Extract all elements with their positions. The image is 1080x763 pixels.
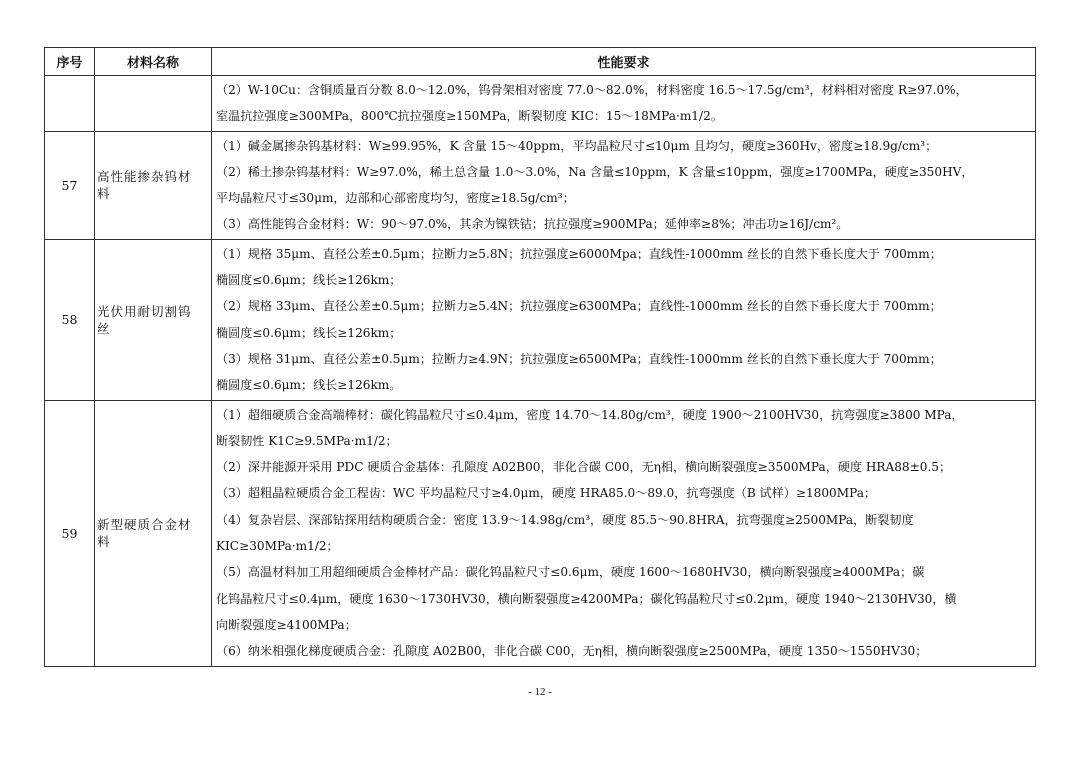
requirement-line: 椭圆度≤0.6μm；线长≥126km。 [216,378,402,393]
requirement-line: （5）高温材料加工用超细硬质合金棒材产品：碳化钨晶粒尺寸≤0.6μm，硬度 1600～1680HV30，横向断裂强度≥4000MPa；碳 [216,565,925,580]
requirement-line: （6）纳米相强化梯度硬质合金：孔隙度 A02B00，非化合碳 C00，无η相，横向断裂强度≥2500MPa，硬度 1350～1550HV30； [216,644,928,659]
requirement-line: 室温抗拉强度≥300MPa，800℃抗拉强度≥150MPa，断裂韧度 KIC：15～18MPa·m1/2。 [216,109,723,124]
row-index: 59 [45,400,95,666]
material-name [95,76,212,132]
page-number: - 12 - [528,686,552,698]
table-row [45,76,1036,132]
header-index: 序号 [45,48,95,76]
row-index: 57 [45,131,95,239]
material-name: 光伏用耐切割钨丝 [95,239,212,400]
requirement-line: 椭圆度≤0.6μm；线长≥126km； [216,325,402,340]
header-material-name: 材料名称 [95,48,212,76]
table-header-row [45,48,1036,76]
header-requirements: 性能要求 [212,48,1036,76]
requirement-line: （2）规格 33μm、直径公差±0.5μm；拉断力≥5.4N；抗拉强度≥6300MPa；直线性-1000mm 丝长的自然下垂长度大于 700mm； [216,299,942,314]
requirement-line: 化钨晶粒尺寸≤0.4μm，硬度 1630～1730HV30，横向断裂强度≥4200MPa；碳化钨晶粒尺寸≤0.2μm，硬度 1940～2130HV30，横 [216,591,957,606]
requirement-line: 平均晶粒尺寸≤30μm，边部和心部密度均匀，密度≥18.5g/cm³； [216,191,575,206]
row-index [45,76,95,132]
requirement-line: （2）深井能源开采用 PDC 硬质合金基体：孔隙度 A02B00，非化合碳 C00，无η相，横向断裂强度≥3500MPa，硬度 HRA88±0.5； [216,460,952,475]
table-body [45,76,1036,667]
requirements-cell [212,76,1036,132]
requirements-cell [212,400,1036,666]
table-row [45,239,1036,400]
requirement-line: （4）复杂岩层、深部钻探用结构硬质合金：密度 13.9～14.98g/cm³，硬度 85.5～90.8HRA，抗弯强度≥2500MPa，断裂韧度 [216,512,914,527]
requirement-line: （3）规格 31μm、直径公差±0.5μm；拉断力≥4.9N；抗拉强度≥6500MPa；直线性-1000mm 丝长的自然下垂长度大于 700mm； [216,351,942,366]
requirement-line: （2）W-10Cu：含铜质量百分数 8.0～12.0%，钨骨架相对密度 77.0～82.0%，材料密度 16.5～17.5g/cm³，材料相对密度 R≥97.0%， [216,83,968,97]
requirement-line: （1）规格 35μm、直径公差±0.5μm；拉断力≥5.8N；抗拉强度≥6000Mpa；直线性-1000mm 丝长的自然下垂长度大于 700mm； [216,246,942,261]
requirement-line: （1）超细硬质合金高端棒材：碳化钨晶粒尺寸≤0.4μm，密度 14.70～14.80g/cm³，硬度 1900～2100HV30，抗弯强度≥3800 MPa， [216,407,964,422]
row-index: 58 [45,239,95,400]
material-name: 新型硬质合金材料 [95,400,212,666]
requirement-line: 椭圆度≤0.6μm；线长≥126km； [216,273,402,288]
requirement-line: （3）高性能钨合金材料：W：90～97.0%，其余为镍铁钴；抗拉强度≥900MPa；延伸率≥8%；冲击功≥16J/cm²。 [216,217,849,232]
table-row [45,131,1036,239]
requirement-line: 断裂韧性 K1C≥9.5MPa·m1/2； [216,433,398,448]
requirement-line: （1）碱金属掺杂钨基材料：W≥99.95%，K 含量 15～40ppm，平均晶粒尺寸≤10μm 且均匀，硬度≥360Hv，密度≥18.9g/cm³； [216,138,938,153]
material-name: 高性能掺杂钨材料 [95,131,212,239]
table-row [45,400,1036,666]
requirement-line: 向断裂强度≥4100MPa； [216,617,357,632]
requirements-table [44,47,1036,667]
requirements-cell [212,239,1036,400]
requirement-line: KIC≥30MPa·m1/2； [216,539,339,554]
requirements-cell [212,131,1036,239]
requirement-line: （3）超粗晶粒硬质合金工程齿：WC 平均晶粒尺寸≥4.0μm，硬度 HRA85.0～89.0，抗弯强度（B 试样）≥1800MPa； [216,486,877,501]
requirement-line: （2）稀土掺杂钨基材料：W≥97.0%，稀土总含量 1.0～3.0%，Na 含量≤10ppm，K 含量≤10ppm，强度≥1700MPa，硬度≥350HV， [216,164,974,179]
